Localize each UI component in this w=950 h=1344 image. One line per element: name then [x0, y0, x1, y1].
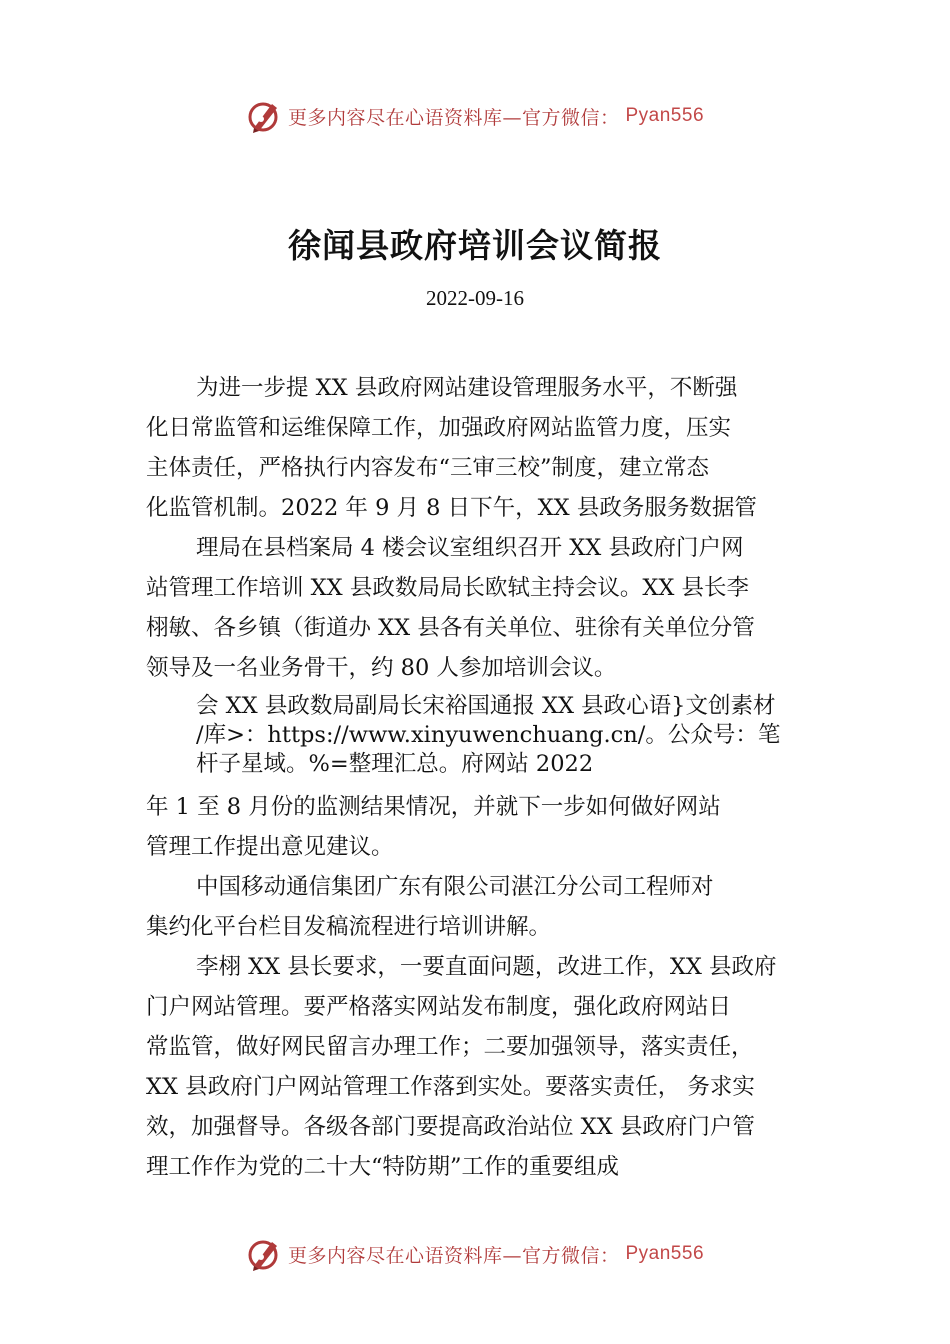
document-body: [146, 368, 836, 1187]
body-line: XX 县政府门户网站管理工作落到实处。要落实责任， 务求实: [146, 1074, 755, 1100]
document-date: 2022-09-16: [426, 286, 524, 310]
pen-logo-icon: [246, 1236, 282, 1272]
body-line: 杆子星域。%=整理汇总。府网站 2022: [196, 751, 594, 777]
body-line: 站管理工作培训 XX 县政数局局长欧轼主持会议。XX 县长李: [146, 575, 750, 601]
body-line: 理工作作为党的二十大“特防期”工作的重要组成: [146, 1154, 620, 1180]
document-title: 徐闻县政府培训会议简报: [288, 226, 662, 265]
body-line: 中国移动通信集团广东有限公司湛江分公司工程师对: [196, 874, 714, 900]
body-line: 为进一步提 XX 县政府网站建设管理服务水平，不断强: [196, 375, 738, 401]
pen-logo-icon: [246, 98, 282, 134]
body-line: 栩敏、各乡镇（街道办 XX 县各有关单位、驻徐有关单位分管: [146, 615, 755, 641]
body-line: 会 XX 县政数局副局长宋裕国通报 XX 县政心语}文创素材: [196, 693, 776, 719]
body-line: /库>：https://www.xinyuwenchuang.cn/。公众号：笔: [196, 722, 781, 748]
body-line: 管理工作提出意见建议。: [146, 834, 394, 860]
banner-wechat-id: Pyan556: [625, 1243, 705, 1264]
body-line: 理局在县档案局 4 楼会议室组织召开 XX 县政府门户网: [196, 535, 744, 561]
header-banner: [0, 96, 950, 136]
body-line: 效，加强督导。各级各部门要提高政治站位 XX 县政府门户管: [146, 1114, 755, 1140]
body-line: 领导及一名业务骨干，约 80 人参加培训会议。: [146, 655, 617, 681]
body-line: 化日常监管和运维保障工作，加强政府网站监管力度，压实: [146, 415, 732, 441]
body-line: 主体责任，严格执行内容发布“三审三校”制度，建立常态: [146, 455, 710, 481]
banner-text: 更多内容尽在心语资料库—官方微信：: [287, 1244, 620, 1267]
banner-text: 更多内容尽在心语资料库—官方微信：: [287, 106, 620, 129]
body-line: 李栩 XX 县长要求，一要直面问题，改进工作，XX 县政府: [196, 954, 777, 980]
footer-banner: [0, 1234, 950, 1274]
body-line: 门户网站管理。要严格落实网站发布制度，强化政府网站日: [146, 994, 732, 1020]
body-line: 化监管机制。2022 年 9 月 8 日下午，XX 县政务服务数据管: [146, 495, 757, 521]
body-line: 常监管，做好网民留言办理工作；二要加强领导，落实责任，: [146, 1034, 754, 1060]
body-line: 集约化平台栏目发稿流程进行培训讲解。: [146, 914, 552, 940]
banner-wechat-id: Pyan556: [625, 105, 705, 126]
body-line: 年 1 至 8 月份的监测结果情况，并就下一步如何做好网站: [146, 794, 721, 820]
